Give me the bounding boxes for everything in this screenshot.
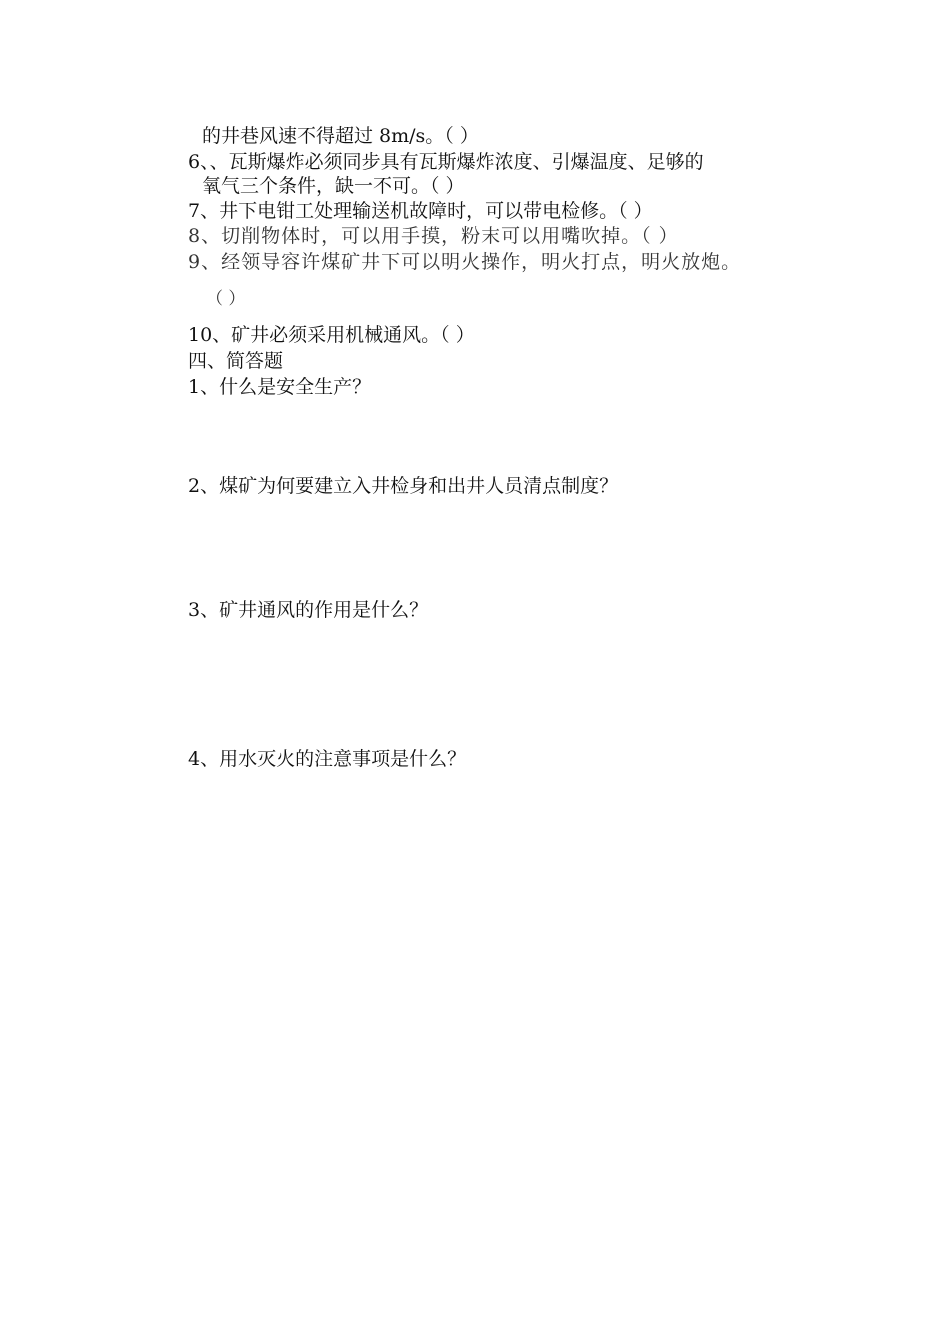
judgment-item-10: 10、矿井必须采用机械通风。（ ） xyxy=(188,324,475,346)
short-answer-question-2: 2、煤矿为何要建立入井检身和出井人员清点制度？ xyxy=(188,475,619,497)
judgment-item-7: 7、井下电钳工处理输送机故障时，可以带电检修。（ ） xyxy=(188,200,653,222)
judgment-item-8: 8、切削物体时，可以用手摸，粉末可以用嘴吹掉。（ ） xyxy=(188,225,679,247)
judgment-item-6: 6、、瓦斯爆炸必须同步具有瓦斯爆炸浓度、引爆温度、足够的 xyxy=(188,151,704,173)
short-answer-question-4: 4、用水灭火的注意事项是什么？ xyxy=(188,748,467,770)
section-heading-short-answer: 四、简答题 xyxy=(188,350,284,372)
judgment-item-6-continuation: 氧气三个条件，缺一不可。（ ） xyxy=(202,175,465,197)
judgment-item-9-answer-blank: （ ） xyxy=(206,289,246,309)
short-answer-question-3: 3、矿井通风的作用是什么？ xyxy=(188,599,429,621)
judgment-item-5-continuation: 的井巷风速不得超过 8m/s。（ ） xyxy=(202,125,479,147)
judgment-item-9: 9、经领导容许煤矿井下可以明火操作，明火打点，明火放炮。 xyxy=(188,251,742,273)
short-answer-question-1: 1、什么是安全生产？ xyxy=(188,376,372,398)
